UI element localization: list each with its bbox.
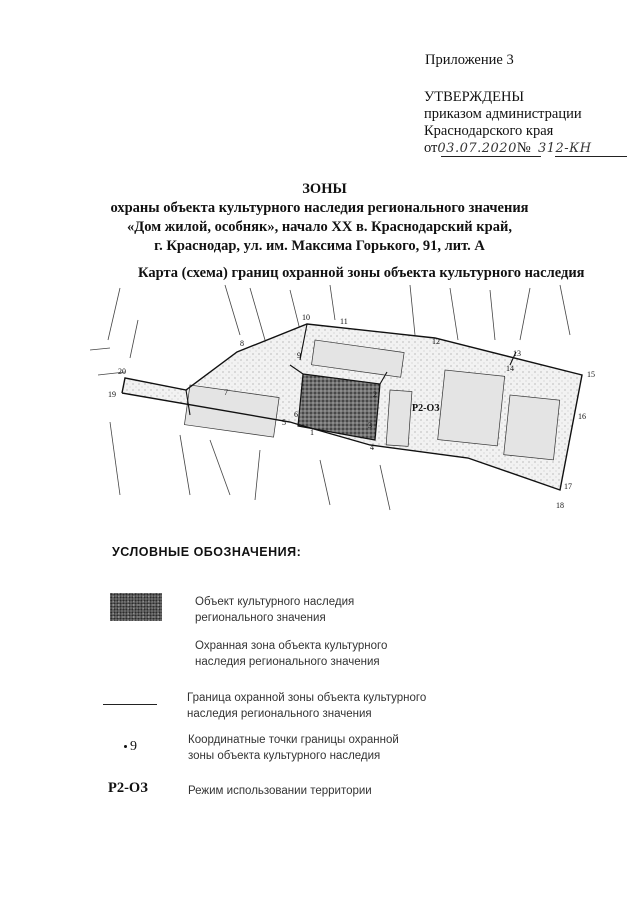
title-line-2: охраны объекта культурного наследия регионального значения xyxy=(110,200,529,216)
legend-item-regime: Режим использовании территории xyxy=(188,785,372,797)
appendix-label: Приложение 3 xyxy=(425,52,514,68)
point-label-17: 17 xyxy=(564,482,572,491)
legend-item-protective-zone: Охранная зона объекта культурного наследия регионального значения xyxy=(195,640,388,668)
number-sign: № xyxy=(516,140,531,156)
point-label-3: 3 xyxy=(368,421,372,430)
point-label-6: 6 xyxy=(294,410,298,419)
map-caption: Карта (схема) границ охранной зоны объекта культурного наследия xyxy=(138,265,585,281)
legend-boundary-line-swatch xyxy=(103,704,157,705)
point-label-8: 8 xyxy=(240,339,244,348)
legend-item-points: Координатные точки границы охранной зоны объекта культурного наследия xyxy=(188,734,399,762)
title-line-3: «Дом жилой, особняк», начало XX в. Краснодарский край, xyxy=(127,219,512,235)
order-date: 03.07.2020 xyxy=(437,141,517,156)
approved-heading: УТВЕРЖДЕНЫ xyxy=(424,89,525,105)
boundary-map xyxy=(90,280,610,520)
point-label-14: 14 xyxy=(506,364,514,373)
document-title xyxy=(0,180,639,256)
point-label-9: 9 xyxy=(297,351,301,360)
order-line-2: Краснодарского края xyxy=(424,123,554,139)
point-label-1: 1 xyxy=(310,428,314,437)
legend-item-heritage: Объект культурного наследия регионального значения xyxy=(195,596,355,624)
approval-block xyxy=(424,89,592,157)
legend-heritage-swatch xyxy=(110,593,162,621)
point-label-5: 5 xyxy=(282,418,286,427)
point-label-20: 20 xyxy=(118,367,126,376)
order-number: 312-КН xyxy=(537,141,592,156)
zone-regime-label: Р2-ОЗ xyxy=(412,403,440,414)
legend-regime-code: Р2-ОЗ xyxy=(108,780,148,796)
legend-heading: УСЛОВНЫЕ ОБОЗНАЧЕНИЯ: xyxy=(112,545,302,559)
point-label-18: 18 xyxy=(556,501,564,510)
point-label-11: 11 xyxy=(340,317,348,326)
point-label-4: 4 xyxy=(370,443,374,452)
point-label-13: 13 xyxy=(513,349,521,358)
point-label-7: 7 xyxy=(224,388,228,397)
legend-point-swatch: 9 xyxy=(124,739,137,755)
point-label-10: 10 xyxy=(302,313,310,322)
title-line-1: ЗОНЫ xyxy=(302,181,347,197)
legend-item-boundary: Граница охранной зоны объекта культурного наследия регионального значения xyxy=(187,692,427,720)
point-label-15: 15 xyxy=(587,370,595,379)
point-label-16: 16 xyxy=(578,412,586,421)
order-line-1: приказом администрации xyxy=(424,106,582,122)
point-label-2: 2 xyxy=(373,390,377,399)
date-prefix: от xyxy=(424,140,438,156)
order-date-line xyxy=(424,140,592,157)
point-label-12: 12 xyxy=(432,337,440,346)
point-label-19: 19 xyxy=(108,390,116,399)
title-line-4: г. Краснодар, ул. им. Максима Горького, 91, лит. А xyxy=(154,238,485,254)
